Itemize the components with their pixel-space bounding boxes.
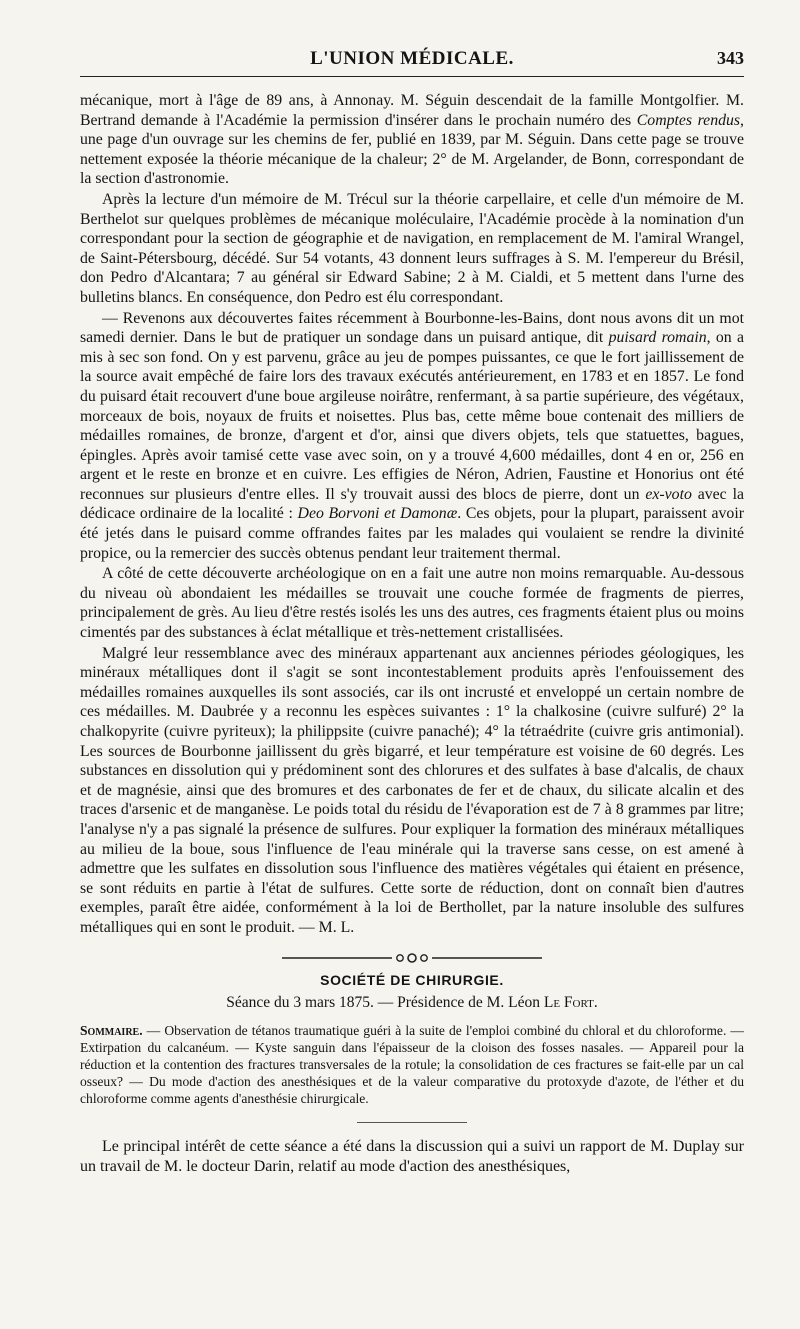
page-number: 343 (717, 48, 744, 68)
closing-paragraph: Le principal intérêt de cette séance a été dans la discussion qui a suivi un rapport de M. Duplay sur un travail de M. le docteur Darin, relatif au mode d'action des anesthésiques, (80, 1137, 744, 1175)
summary-label: Sommaire. (80, 1022, 143, 1038)
paragraph-5: Malgré leur ressemblance avec des minéraux appartenant aux anciennes périodes géologiques, les minéraux métalliques dont il s'agit se sont incontestablement produits après l'enfouissement des médailles romaines auxquelles ils sont associés, car ils ont incrusté et enveloppé un certain nombre de ces médailles. M. Daubrée y a reconnu les espèces suivantes : 1° la chalkosine (cuivre sulfuré) 2° la chalkopyrite (cuivre pyriteux); la philippsite (cuivre panaché); 4° la tétraédrite (cuivre gris antimonial). Les sources de Bourbonne jaillissent du grès bigarré, et leur température est voisine de 60 degrés. Les substances en dissolution qui y prédominent sont des chlorures et des sulfates à base d'alcalis, de chaux et de magnésie, ainsi que des bromures et des carbonates de fer et de chaux, du silicate alcalin et des traces d'arsenic et de manganèse. Le poids total du résidu de l'évaporation est de 7 à 8 grammes par litre; l'analyse n'y a pas signalé la présence de sulfures. Pour expliquer la formation des minéraux métalliques au milieu de la boue, sous l'influence de l'eau minérale qui la traverse sans cesse, on est amené à admettre que les sulfates en dissolution sous l'influence des matières végétales qui étaient en présence, se sont réduits en partie à l'état de sulfures. Cette sorte de réduction, dont on connaît bien d'autres exemples, paraît être aidée, conformément à la loi de Berthollet, par la nature insoluble des sulfures métalliques qui en sont le produit. — M. L. (80, 644, 744, 936)
section-title: SOCIÉTÉ DE CHIRURGIE. (320, 971, 504, 988)
header-rule (80, 76, 744, 77)
text-run: mécanique, mort à l'âge de 89 ans, à Annonay. M. Séguin descendait de la famille Montgolfier. M. Bertrand demande à l'Académie la permission d'insérer dans le prochain numéro des (80, 92, 744, 129)
italic-run: puisard romain (608, 329, 707, 347)
session-line (80, 994, 744, 1012)
paragraph-2: Après la lecture d'un mémoire de M. Trécul sur la théorie carpellaire, et celle d'un mémoire de M. Berthelot sur quelques problèmes de mécanique moléculaire, l'Académie procède à la nomination d'un correspondant pour la section de géographie et de navigation, en remplacement de M. l'amiral Wrangel, de Saint-Pétersbourg, décédé. Sur 54 votants, 43 donnent leurs suffrages à S. M. l'empereur du Brésil, don Pedro d'Alcantara; 7 au général sir Edward Sabine; 2 à M. Cialdi, et 5 mettent dans l'urne des bulletins blancs. En conséquence, don Pedro est élu correspondant. (80, 190, 744, 306)
journal-title: L'UNION MÉDICALE. (310, 48, 514, 69)
ornament-divider (282, 952, 542, 964)
text-run: . Ces objets, pour la plupart, paraissent avoir été jetés dans le puisard comme offrandes faites par les malades qui voulaient se rendre la divinité propice, ou la remercier des succès obtenus pendant leur traitement thermal. (80, 505, 744, 562)
text-run: , on a mis à sec son fond. On y est parvenu, grâce au jeu de pompes puissantes, ce que le fort jaillissement de la source avait empêché de faire lors des travaux exécutés antérieurement, en 1783 et en 1857. Le fond du puisard était recouvert d'une boue argileuse noirâtre, renfermant, à sa partie supérieure, des végétaux, morceaux de bois, noyaux de fruits et noisettes. Plus bas, cette même boue contenait des milliers de médailles romaines, de bronze, d'argent et d'or, ainsi que divers objets, tels que statuettes, bagues, épingles. Après avoir tamisé cette vase avec soin, on y a trouvé 4,600 médailles, dont 4 en or, 256 en argent et le reste en bronze et en cuivre. Les effigies de Néron, Adrien, Faustine et Honorius ont été reconnues sur plusieurs d'entre elles. Il s'y trouvait aussi des blocs de pierre, dont un (80, 329, 745, 503)
italic-run: Deo Borvoni et Damonæ (297, 505, 458, 523)
italic-run: Comptes rendus (636, 111, 741, 129)
summary-text: — Observation de tétanos traumatique guéri à la suite de l'emploi combiné du chloral et du chloroforme. — Extirpation du calcanéum. — Kyste sanguin dans l'épaisseur de la cloison des fosses nasales. — Appareil pour la réduction et la contention des fractures transversales de la rotule; la consolidation de ces fractures se fait-elle par un cal osseux? — Du mode d'action des anesthésiques et de la valeur comparative du protoxyde d'azote, de l'éther et du chloroforme comme agents d'anesthésie chirurgicale. (80, 1022, 744, 1107)
president-name: Le Fort (543, 993, 594, 1011)
text-run: , une page d'un ouvrage sur les chemins de fer, publié en 1839, par M. Séguin. Dans cette page se trouve nettement exposée la théorie mécanique de la chaleur; 2° de M. Argelander, de Bonn, correspondant de la section d'astronomie. (80, 111, 744, 188)
text-run: Séance du 3 mars 1875. — Présidence de M. Léon (226, 993, 544, 1011)
paragraph-4: A côté de cette découverte archéologique on en a fait une autre non moins remarquable. Au-dessous du niveau où abondaient les médailles se trouvait une couche formée de fragments de pierres, principalement de grès. Au lieu d'être restés isolés les uns des autres, ces fragments étaient plus ou moins cimentés par des substances à éclat métallique et très-nettement cristallisées. (80, 565, 744, 642)
paragraph-1 (80, 91, 744, 189)
separator-rule (357, 1122, 467, 1123)
closing-section (80, 1137, 744, 1177)
article-body (80, 91, 744, 938)
paragraph-3 (80, 309, 744, 564)
text-run: . (593, 993, 598, 1011)
text-run: — Revenons aux découvertes faites récemment à Bourbonne-les-Bains, dont nous avons dit un mot samedi dernier. Dans le but de pratiquer un sondage dans un puisard antique, dit (80, 309, 744, 347)
text-run: avec la dédicace ordinaire de la localité : (80, 485, 744, 523)
running-head (80, 44, 744, 74)
italic-run: ex-voto (645, 485, 692, 503)
summary (80, 1022, 744, 1108)
